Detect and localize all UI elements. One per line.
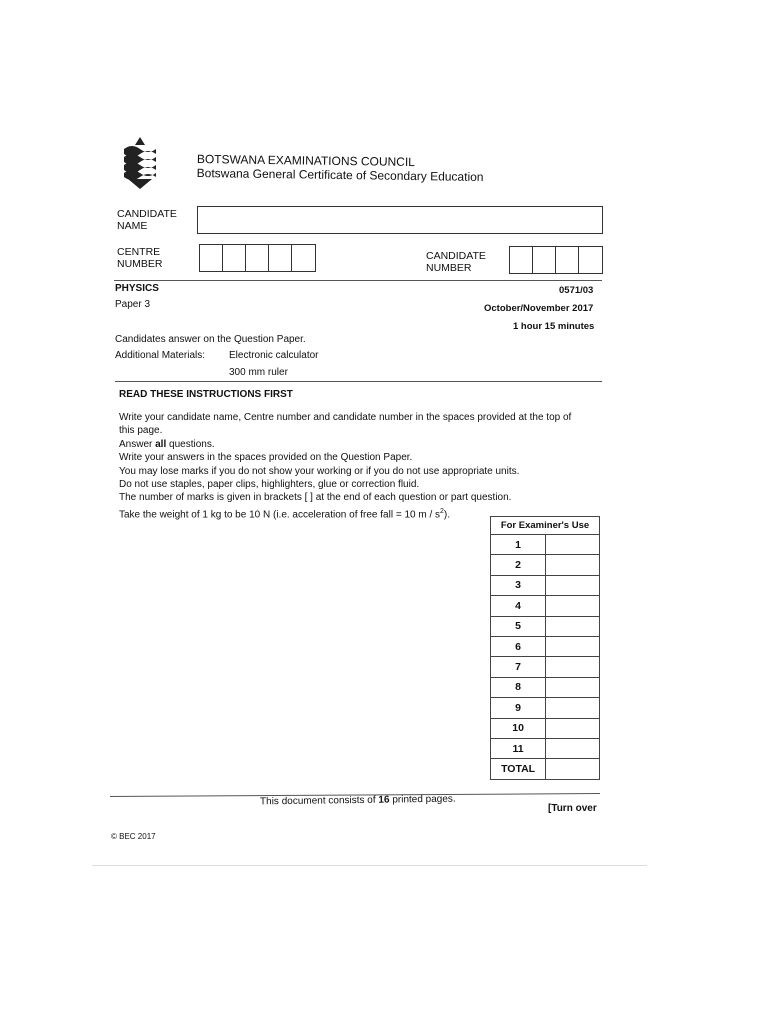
digit-cell[interactable] — [292, 245, 315, 271]
paper-code: 0571/03 — [559, 285, 594, 296]
table-row — [491, 759, 600, 779]
instruction-text: Answer — [119, 438, 156, 450]
candidate-name-label-line1: CANDIDATE — [117, 208, 177, 220]
question-number: 8 — [491, 677, 546, 697]
candidate-number-label-line2: NUMBER — [426, 262, 472, 274]
mark-cell[interactable] — [546, 535, 600, 555]
instruction-text: ). — [443, 509, 451, 521]
divider — [115, 381, 602, 382]
candidate-name-field[interactable] — [197, 206, 603, 234]
page-count-text: This document consists of — [259, 794, 379, 808]
table-row — [491, 535, 600, 555]
page-edge — [92, 865, 647, 866]
mark-cell[interactable] — [546, 555, 600, 575]
instructions-list — [119, 411, 571, 522]
paper-number: Paper 3 — [115, 299, 151, 310]
question-number: 10 — [491, 718, 546, 738]
exam-duration: 1 hour 15 minutes — [513, 321, 595, 332]
digit-cell[interactable] — [269, 245, 292, 271]
digit-cell[interactable] — [533, 247, 556, 273]
instruction-line: The number of marks is given in brackets [ ] at the end of each question or part question. — [119, 492, 512, 504]
digit-cell[interactable] — [200, 245, 223, 271]
divider — [114, 280, 602, 281]
table-row — [491, 718, 600, 738]
instructions-heading: READ THESE INSTRUCTIONS FIRST — [119, 389, 293, 400]
mark-cell[interactable] — [546, 718, 600, 738]
question-number: 2 — [491, 555, 546, 575]
centre-number-field[interactable] — [199, 244, 316, 272]
page-count-text: printed pages. — [389, 793, 456, 806]
bec-logo-icon — [118, 135, 162, 191]
centre-number-label-line2: NUMBER — [117, 258, 163, 270]
instruction-text: Take the weight of 1 kg to be 10 N (i.e. acceleration of free fall = 10 m / s — [119, 509, 441, 521]
material-calculator: Electronic calculator — [229, 350, 319, 361]
instruction-text: questions. — [166, 438, 215, 450]
exam-session: October/November 2017 — [484, 303, 594, 314]
question-number: 6 — [491, 636, 546, 656]
table-row — [491, 636, 600, 656]
examiner-table-heading: For Examiner's Use — [491, 517, 600, 535]
digit-cell[interactable] — [223, 245, 246, 271]
examiner-use-table — [490, 516, 600, 780]
mark-cell[interactable] — [546, 657, 600, 677]
instruction-line: Do not use staples, paper clips, highlighters, glue or correction fluid. — [119, 479, 420, 491]
digit-cell[interactable] — [579, 247, 602, 273]
table-row — [491, 575, 600, 595]
mark-cell[interactable] — [546, 677, 600, 697]
table-row — [491, 657, 600, 677]
question-number: 9 — [491, 698, 546, 718]
instruction-line: You may lose marks if you do not show your working or if you do not use appropriate units. — [119, 465, 520, 477]
materials-label: Additional Materials: — [115, 350, 206, 361]
total-cell[interactable] — [546, 759, 600, 779]
question-number: 7 — [491, 657, 546, 677]
instruction-line: Write your answers in the spaces provided on the Question Paper. — [119, 452, 413, 464]
table-row — [491, 677, 600, 697]
certificate-name: Botswana General Certificate of Secondary Education — [196, 165, 484, 185]
mark-cell[interactable] — [546, 738, 600, 758]
table-row — [491, 596, 600, 616]
page-count — [260, 794, 456, 808]
council-name: BOTSWANA EXAMINATIONS COUNCIL — [196, 152, 416, 170]
turn-over: [Turn over — [548, 803, 597, 814]
question-number: 11 — [491, 738, 546, 758]
material-ruler: 300 mm ruler — [229, 367, 288, 378]
subject: PHYSICS — [115, 283, 159, 294]
digit-cell[interactable] — [556, 247, 579, 273]
instruction-emphasis: all — [155, 438, 167, 450]
question-number: 1 — [491, 535, 546, 555]
centre-number-label-line1: CENTRE — [117, 246, 161, 258]
mark-cell[interactable] — [546, 636, 600, 656]
copyright: © BEC 2017 — [111, 832, 156, 841]
table-row — [491, 698, 600, 718]
centre-number-label — [117, 246, 163, 270]
page-count-number: 16 — [378, 794, 390, 806]
digit-cell[interactable] — [510, 247, 533, 273]
instruction-line — [119, 438, 571, 451]
mark-cell[interactable] — [546, 596, 600, 616]
instruction-line: this page. — [119, 425, 163, 437]
candidate-name-label — [117, 208, 177, 232]
question-number: 4 — [491, 596, 546, 616]
digit-cell[interactable] — [246, 245, 269, 271]
candidate-name-label-line2: NAME — [117, 220, 148, 232]
table-row — [491, 555, 600, 575]
instruction-line: Write your candidate name, Centre number and candidate number in the spaces provided at the top of — [119, 412, 572, 423]
candidate-number-field[interactable] — [509, 246, 603, 274]
candidate-number-label — [426, 250, 486, 274]
question-number: 3 — [491, 575, 546, 595]
mark-cell[interactable] — [546, 575, 600, 595]
table-row — [491, 616, 600, 636]
candidate-number-label-line1: CANDIDATE — [426, 250, 486, 262]
answer-note: Candidates answer on the Question Paper. — [115, 334, 306, 345]
question-number: 5 — [491, 616, 546, 636]
superscript: 2 — [440, 507, 444, 515]
mark-cell[interactable] — [546, 698, 600, 718]
total-label: TOTAL — [491, 759, 546, 779]
mark-cell[interactable] — [546, 616, 600, 636]
header — [197, 152, 484, 184]
table-row — [491, 738, 600, 758]
